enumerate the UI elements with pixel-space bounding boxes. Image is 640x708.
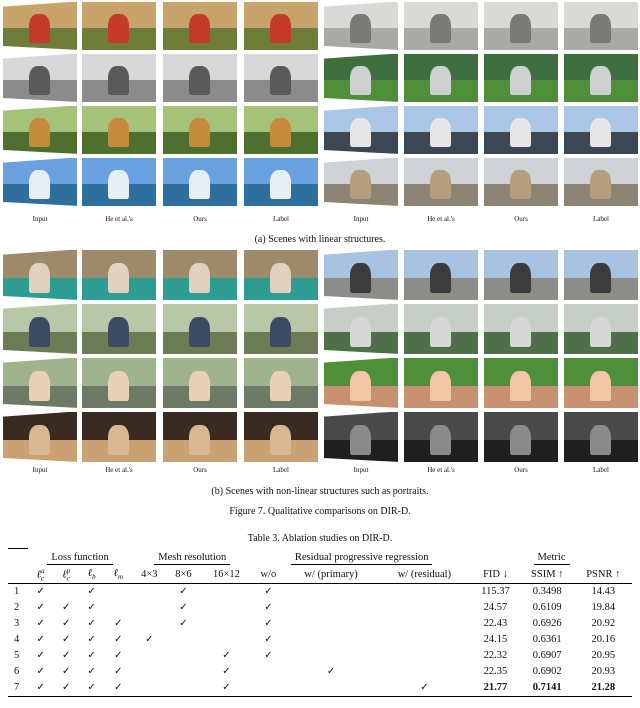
check-mark-icon: ✓ [87, 666, 96, 677]
image-thumbnail [484, 412, 558, 462]
check-mark-icon: ✓ [36, 618, 45, 629]
check-mark-icon: ✓ [53, 680, 79, 697]
table-cell [378, 600, 471, 616]
image-thumbnail [244, 158, 318, 206]
check-mark-icon: ✓ [62, 618, 71, 629]
image-thumbnail [324, 158, 398, 206]
table-group-header [8, 549, 632, 567]
image-thumbnail [404, 304, 478, 354]
image-thumbnail [404, 106, 478, 154]
row-number: 3 [14, 618, 20, 629]
table-cell [166, 648, 200, 664]
image-thumbnail [82, 358, 156, 408]
image-thumbnail [324, 54, 398, 102]
image-thumbnail [484, 250, 558, 300]
image-thumbnail [163, 304, 237, 354]
check-mark-icon: ✓ [87, 586, 96, 597]
image-thumbnail [324, 106, 398, 154]
table-cell [252, 664, 284, 680]
image-thumbnail [484, 304, 558, 354]
ablation-table [8, 548, 632, 697]
metric-fid: 115.37 [481, 586, 510, 597]
metric-psnr: 20.95 [591, 650, 616, 661]
table-column-header [8, 567, 632, 584]
check-mark-icon: ✓ [264, 602, 273, 613]
check-mark-icon: ✓ [105, 680, 133, 697]
image-thumbnail [82, 250, 156, 300]
column-label: He et al.'s [427, 466, 455, 474]
table-cell [201, 632, 253, 648]
check-mark-icon: ✓ [326, 666, 336, 677]
metric-fid: 21.77 [471, 680, 520, 697]
image-thumbnail [244, 304, 318, 354]
check-mark-icon: ✓ [264, 618, 273, 629]
col-mesh-8x6: 8×6 [166, 567, 200, 584]
table-row [8, 664, 632, 680]
table-cell [284, 616, 377, 632]
check-mark-icon: ✓ [201, 680, 253, 697]
check-mark-icon: ✓ [28, 680, 54, 697]
image-thumbnail [244, 358, 318, 408]
image-thumbnail [564, 304, 638, 354]
table-cell [132, 616, 166, 632]
image-thumbnail [484, 2, 558, 50]
check-mark-icon: ✓ [264, 634, 273, 645]
row-number: 6 [14, 666, 20, 677]
table-cell [378, 616, 471, 632]
group-loss-function: Loss function [47, 552, 112, 565]
table-cell [378, 583, 471, 600]
column-label: Ours [193, 466, 207, 474]
col-fid: FID ↓ [471, 567, 520, 584]
check-mark-icon: ✓ [222, 666, 231, 677]
row-number: 1 [14, 586, 20, 597]
column-label: Label [273, 215, 289, 223]
row-number: 4 [14, 634, 20, 645]
column-label: Label [273, 466, 289, 474]
image-thumbnail [404, 54, 478, 102]
image-thumbnail [484, 106, 558, 154]
table-cell [378, 648, 471, 664]
panel-b-caption: (b) Scenes with non-linear structures such as portraits. [211, 486, 429, 497]
table-row [8, 680, 632, 697]
metric-fid: 22.43 [483, 618, 508, 629]
col-lb: ℓ$_b$ [79, 567, 105, 584]
image-thumbnail [324, 2, 398, 50]
table-cell [252, 680, 284, 697]
image-thumbnail [244, 2, 318, 50]
group-residual-regression: Residual progressive regression [291, 552, 433, 565]
metric-psnr: 20.92 [591, 618, 616, 629]
metric-ssim: 0.6361 [532, 634, 562, 645]
column-label: Label [593, 466, 609, 474]
check-mark-icon: ✓ [114, 634, 123, 645]
check-mark-icon: ✓ [114, 618, 123, 629]
image-thumbnail [404, 2, 478, 50]
column-label: Ours [514, 215, 528, 223]
check-mark-icon: ✓ [264, 586, 273, 597]
table-cell [284, 632, 377, 648]
table-cell [132, 583, 166, 600]
image-thumbnail [244, 106, 318, 154]
image-thumbnail [564, 2, 638, 50]
table-cell [201, 616, 253, 632]
table-cell [132, 648, 166, 664]
image-thumbnail [3, 358, 77, 408]
check-mark-icon: ✓ [79, 680, 105, 697]
image-thumbnail [163, 54, 237, 102]
table-cell [284, 583, 377, 600]
image-thumbnail [324, 250, 398, 300]
image-thumbnail [324, 412, 398, 462]
col-psnr: PSNR ↑ [575, 567, 632, 584]
image-thumbnail [3, 158, 77, 206]
column-label: Input [32, 466, 48, 474]
col-lm: ℓ$_m$ [105, 567, 133, 584]
check-mark-icon: ✓ [179, 586, 188, 597]
image-thumbnail [564, 158, 638, 206]
check-mark-icon: ✓ [145, 634, 154, 645]
table-cell [166, 664, 200, 680]
image-thumbnail [564, 54, 638, 102]
table-cell [378, 632, 471, 648]
table-cell [166, 680, 200, 697]
image-thumbnail [163, 158, 237, 206]
metric-psnr: 14.43 [591, 586, 616, 597]
check-mark-icon: ✓ [87, 618, 96, 629]
metric-psnr: 21.28 [575, 680, 632, 697]
column-label: Input [32, 215, 48, 223]
table-cell [132, 664, 166, 680]
image-thumbnail [82, 106, 156, 154]
check-mark-icon: ✓ [378, 680, 471, 697]
check-mark-icon: ✓ [114, 666, 123, 677]
image-thumbnail [82, 158, 156, 206]
column-label: He et al.'s [105, 466, 133, 474]
image-thumbnail [484, 158, 558, 206]
image-thumbnail [244, 412, 318, 462]
image-thumbnail [82, 412, 156, 462]
column-label: Ours [193, 215, 207, 223]
check-mark-icon: ✓ [36, 586, 45, 597]
table-cell [132, 680, 166, 697]
table-row [8, 616, 632, 632]
panel-a-caption: (a) Scenes with linear structures. [254, 234, 386, 245]
row-number: 2 [14, 602, 20, 613]
check-mark-icon: ✓ [114, 650, 123, 661]
check-mark-icon: ✓ [62, 602, 71, 613]
check-mark-icon: ✓ [36, 602, 45, 613]
group-metric: Metric [534, 552, 570, 565]
image-thumbnail [404, 250, 478, 300]
check-mark-icon: ✓ [179, 602, 188, 613]
column-label: He et al.'s [105, 215, 133, 223]
image-thumbnail [484, 54, 558, 102]
image-thumbnail [564, 412, 638, 462]
metric-fid: 22.32 [483, 650, 508, 661]
row-number: 7 [8, 680, 28, 697]
col-mesh-4x3: 4×3 [132, 567, 166, 584]
image-thumbnail [324, 304, 398, 354]
col-lcp: ℓ$_c^p$ [53, 567, 79, 584]
row-number: 5 [14, 650, 20, 661]
image-thumbnail [3, 2, 77, 50]
metric-fid: 24.57 [483, 602, 508, 613]
image-thumbnail [163, 412, 237, 462]
table-cell [378, 664, 471, 680]
table-title: Table 3. Ablation studies on DIR-D. [247, 533, 393, 544]
check-mark-icon: ✓ [62, 666, 71, 677]
table-cell [284, 600, 377, 616]
table-row [8, 583, 632, 600]
table-row [8, 600, 632, 616]
check-mark-icon: ✓ [36, 634, 45, 645]
check-mark-icon: ✓ [87, 602, 96, 613]
metric-ssim: 0.6926 [532, 618, 562, 629]
image-thumbnail [564, 106, 638, 154]
image-thumbnail [404, 412, 478, 462]
image-thumbnail [3, 54, 77, 102]
metric-fid: 22.35 [483, 666, 508, 677]
image-thumbnail [484, 358, 558, 408]
col-w-residual: w/ (residual) [378, 567, 471, 584]
image-thumbnail [82, 54, 156, 102]
table-row [8, 632, 632, 648]
column-label: He et al.'s [427, 215, 455, 223]
image-thumbnail [244, 54, 318, 102]
table-cell [284, 680, 377, 697]
table-cell [284, 648, 377, 664]
image-thumbnail [404, 158, 478, 206]
image-thumbnail [163, 106, 237, 154]
image-thumbnail [324, 358, 398, 408]
image-thumbnail [3, 106, 77, 154]
group-mesh-resolution: Mesh resolution [154, 552, 230, 565]
check-mark-icon: ✓ [62, 634, 71, 645]
image-thumbnail [3, 304, 77, 354]
check-mark-icon: ✓ [87, 650, 96, 661]
col-lca: ℓ$_c^a$ [28, 567, 54, 584]
metric-ssim: 0.3498 [532, 586, 562, 597]
image-thumbnail [404, 358, 478, 408]
col-mesh-16x12: 16×12 [201, 567, 253, 584]
metric-ssim: 0.6109 [532, 602, 562, 613]
column-label: Input [353, 215, 369, 223]
table-cell [166, 632, 200, 648]
check-mark-icon: ✓ [36, 666, 45, 677]
table-cell [53, 583, 79, 600]
table-row [8, 648, 632, 664]
metric-ssim: 0.6907 [532, 650, 562, 661]
metric-psnr: 19.84 [591, 602, 616, 613]
table-cell [201, 583, 253, 600]
image-thumbnail [564, 250, 638, 300]
figure-caption: Figure 7. Qualitative comparisons on DIR-D. [229, 506, 411, 517]
col-w-primary: w/ (primary) [284, 567, 377, 584]
image-thumbnail [564, 358, 638, 408]
metric-psnr: 20.93 [591, 666, 616, 677]
image-thumbnail [3, 412, 77, 462]
metric-psnr: 20.16 [591, 634, 616, 645]
metric-ssim: 0.6902 [532, 666, 562, 677]
image-thumbnail [82, 2, 156, 50]
check-mark-icon: ✓ [87, 634, 96, 645]
col-wo: w/o [252, 567, 284, 584]
check-mark-icon: ✓ [36, 650, 45, 661]
col-ssim: SSIM ↑ [520, 567, 575, 584]
column-label: Label [593, 215, 609, 223]
check-mark-icon: ✓ [222, 650, 231, 661]
check-mark-icon: ✓ [264, 650, 273, 661]
check-mark-icon: ✓ [62, 650, 71, 661]
table-cell [105, 600, 133, 616]
image-thumbnail [163, 358, 237, 408]
image-thumbnail [3, 250, 77, 300]
table-cell [105, 583, 133, 600]
column-label: Input [353, 466, 369, 474]
table-cell [201, 600, 253, 616]
metric-fid: 24.15 [483, 634, 508, 645]
image-thumbnail [163, 250, 237, 300]
image-thumbnail [82, 304, 156, 354]
image-thumbnail [244, 250, 318, 300]
metric-ssim: 0.7141 [520, 680, 575, 697]
image-thumbnail [163, 2, 237, 50]
column-label: Ours [514, 466, 528, 474]
table-cell [132, 600, 166, 616]
check-mark-icon: ✓ [179, 618, 188, 629]
